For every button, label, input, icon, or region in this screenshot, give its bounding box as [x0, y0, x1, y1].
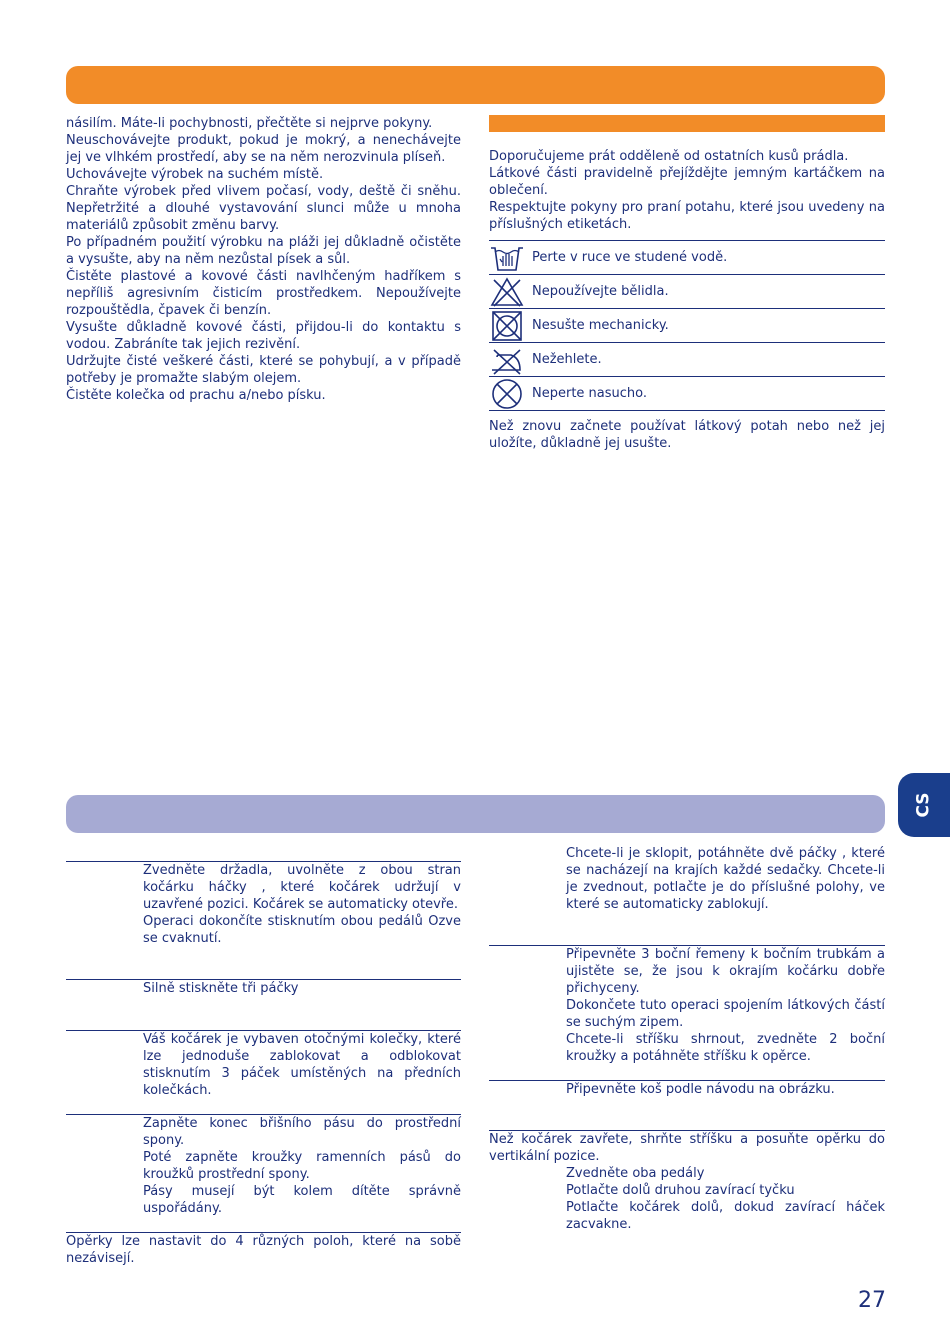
care-symbols-table	[489, 240, 885, 411]
care-label: Nesušte mechanicky.	[532, 318, 669, 333]
paragraph: Opěrky lze nastavit do 4 různých poloh, které na sobě nezávisejí.	[66, 1234, 461, 1266]
care-label: Nežehlete.	[532, 352, 602, 367]
care-label: Neperte nasucho.	[532, 386, 648, 401]
usage-header-bar	[66, 795, 885, 833]
care-row	[489, 274, 885, 308]
harness-section	[66, 1114, 461, 1217]
paragraph: Potlačte dolů druhou zavírací tyčku	[566, 1183, 795, 1198]
paragraph: Než znovu začnete používat látkový potah nebo než jej uložíte, důkladně jej usušte.	[489, 419, 885, 451]
paragraph: Doporučujeme prát odděleně od ostatních kusů prádla.	[489, 149, 849, 164]
paragraph: Zvedněte oba pedály	[566, 1166, 705, 1181]
care-row	[489, 376, 885, 411]
paragraph: Látkové části pravidelně přejíždějte jemným kartáčkem na oblečení.	[489, 166, 885, 198]
paragraph: Operaci dokončíte stisknutím obou pedálů Ozve se cvaknutí.	[143, 914, 461, 946]
care-row	[489, 342, 885, 376]
paragraph: Respektujte pokyny pro praní potahu, které jsou uvedeny na příslušných etiketách.	[489, 200, 885, 232]
paragraph: Neuschovávejte produkt, pokud je mokrý, a nenechávejte jej ve vlhkém prostředí, aby se na něm nerozvinula plíseň.	[66, 133, 461, 165]
paragraph: Chcete-li je sklopit, potáhněte dvě páčky , které se nacházejí na krajích každé sedačky. Chcete-li je zvednout, potlačte je do příslušné polohy, ve které se automaticky zablokují.	[566, 846, 885, 912]
paragraph: Potlačte kočárek dolů, dokud zavírací háček zacvakne.	[566, 1200, 885, 1232]
paragraph: Po případném použití výrobku na pláži jej důkladně očistěte a vysušte, aby na něm nezůstal písek a sůl.	[66, 235, 461, 267]
paragraph: Vysušte důkladně kovové části, přijdou-li do kontaktu s vodou. Zabráníte tak jejich rezivění.	[66, 320, 461, 352]
paragraph: Silně stiskněte tři páčky	[143, 981, 299, 996]
paragraph: Uchovávejte výrobek na suchém místě.	[66, 167, 324, 182]
handle-section	[66, 979, 461, 997]
paragraph: Chraňte výrobek před vlivem počasí, vody, deště či sněhu. Nepřetržité a dlouhé vystavování slunci může u mnoha materiálů způsobit změnu barvy.	[66, 184, 461, 233]
paragraph: Připevněte koš podle návodu na obrázku.	[566, 1082, 835, 1097]
no-bleach-icon	[489, 276, 525, 308]
paragraph: Než kočárek zavřete, shrňte stříšku a posuňte opěrku do vertikální pozice.	[489, 1132, 885, 1164]
paragraph: Váš kočárek je vybaven otočnými kolečky, které lze jednoduše zablokovat a odblokovat stisknutím 3 páček umístěných na předních kolečkách.	[143, 1032, 461, 1098]
wheels-section	[66, 1030, 461, 1099]
canopy-section	[489, 945, 885, 1065]
paragraph: Čistěte kolečka od prachu a/nebo písku.	[66, 388, 326, 403]
open-section	[66, 861, 461, 947]
washing-text	[489, 148, 885, 233]
basket-section	[489, 1080, 885, 1098]
page-number: 27	[858, 1288, 886, 1313]
paragraph: Zvedněte držadla, uvolněte z obou stran kočárku háčky , které kočárek udržují v uzavřené pozici. Kočárek se automaticky otevře.	[143, 863, 461, 912]
paragraph: Udržujte čisté veškeré části, které se pohybují, a v případě potřeby je promažte slabým olejem.	[66, 354, 461, 386]
paragraph: Čistěte plastové a kovové části navlhčeným hadříkem s nepříliš agresivním čisticím prostředkem. Nepoužívejte rozpouštědla, čpavek či benzín.	[66, 269, 461, 318]
language-tab-label: CS	[913, 792, 934, 818]
paragraph: Pásy musejí být kolem dítěte správně uspořádány.	[143, 1184, 461, 1216]
hand-wash-icon	[489, 242, 525, 274]
care-label: Perte v ruce ve studené vodě.	[532, 250, 728, 265]
fold-section	[489, 1130, 885, 1233]
drying-note	[489, 418, 885, 452]
no-tumble-dry-icon	[489, 310, 525, 342]
paragraph: násilím. Máte-li pochybnosti, přečtěte si nejprve pokyny.	[66, 116, 433, 131]
no-dry-clean-icon	[489, 378, 525, 410]
paragraph: Připevněte 3 boční řemeny k bočním trubkám a ujistěte se, že jsou k okrajím kočárku dobře přichyceny.	[566, 947, 885, 996]
language-tab	[898, 773, 950, 837]
maintenance-header-bar	[66, 66, 885, 104]
paragraph: Poté zapněte kroužky ramenních pásů do kroužků prostřední spony.	[143, 1150, 461, 1182]
recline-section	[489, 845, 885, 913]
backrest-section	[66, 1232, 461, 1267]
maintenance-text	[66, 115, 461, 404]
washing-subheader-bar	[489, 115, 885, 132]
care-row	[489, 308, 885, 342]
paragraph: Zapněte konec břišního pásu do prostřední spony.	[143, 1116, 461, 1148]
paragraph: Chcete-li stříšku shrnout, zvedněte 2 boční kroužky a potáhněte stříšku k opěrce.	[566, 1032, 885, 1064]
paragraph: Dokončete tuto operaci spojením látkových částí se suchým zipem.	[566, 998, 885, 1030]
no-iron-icon	[489, 344, 525, 376]
care-label: Nepoužívejte bělidla.	[532, 284, 669, 299]
care-row	[489, 240, 885, 274]
